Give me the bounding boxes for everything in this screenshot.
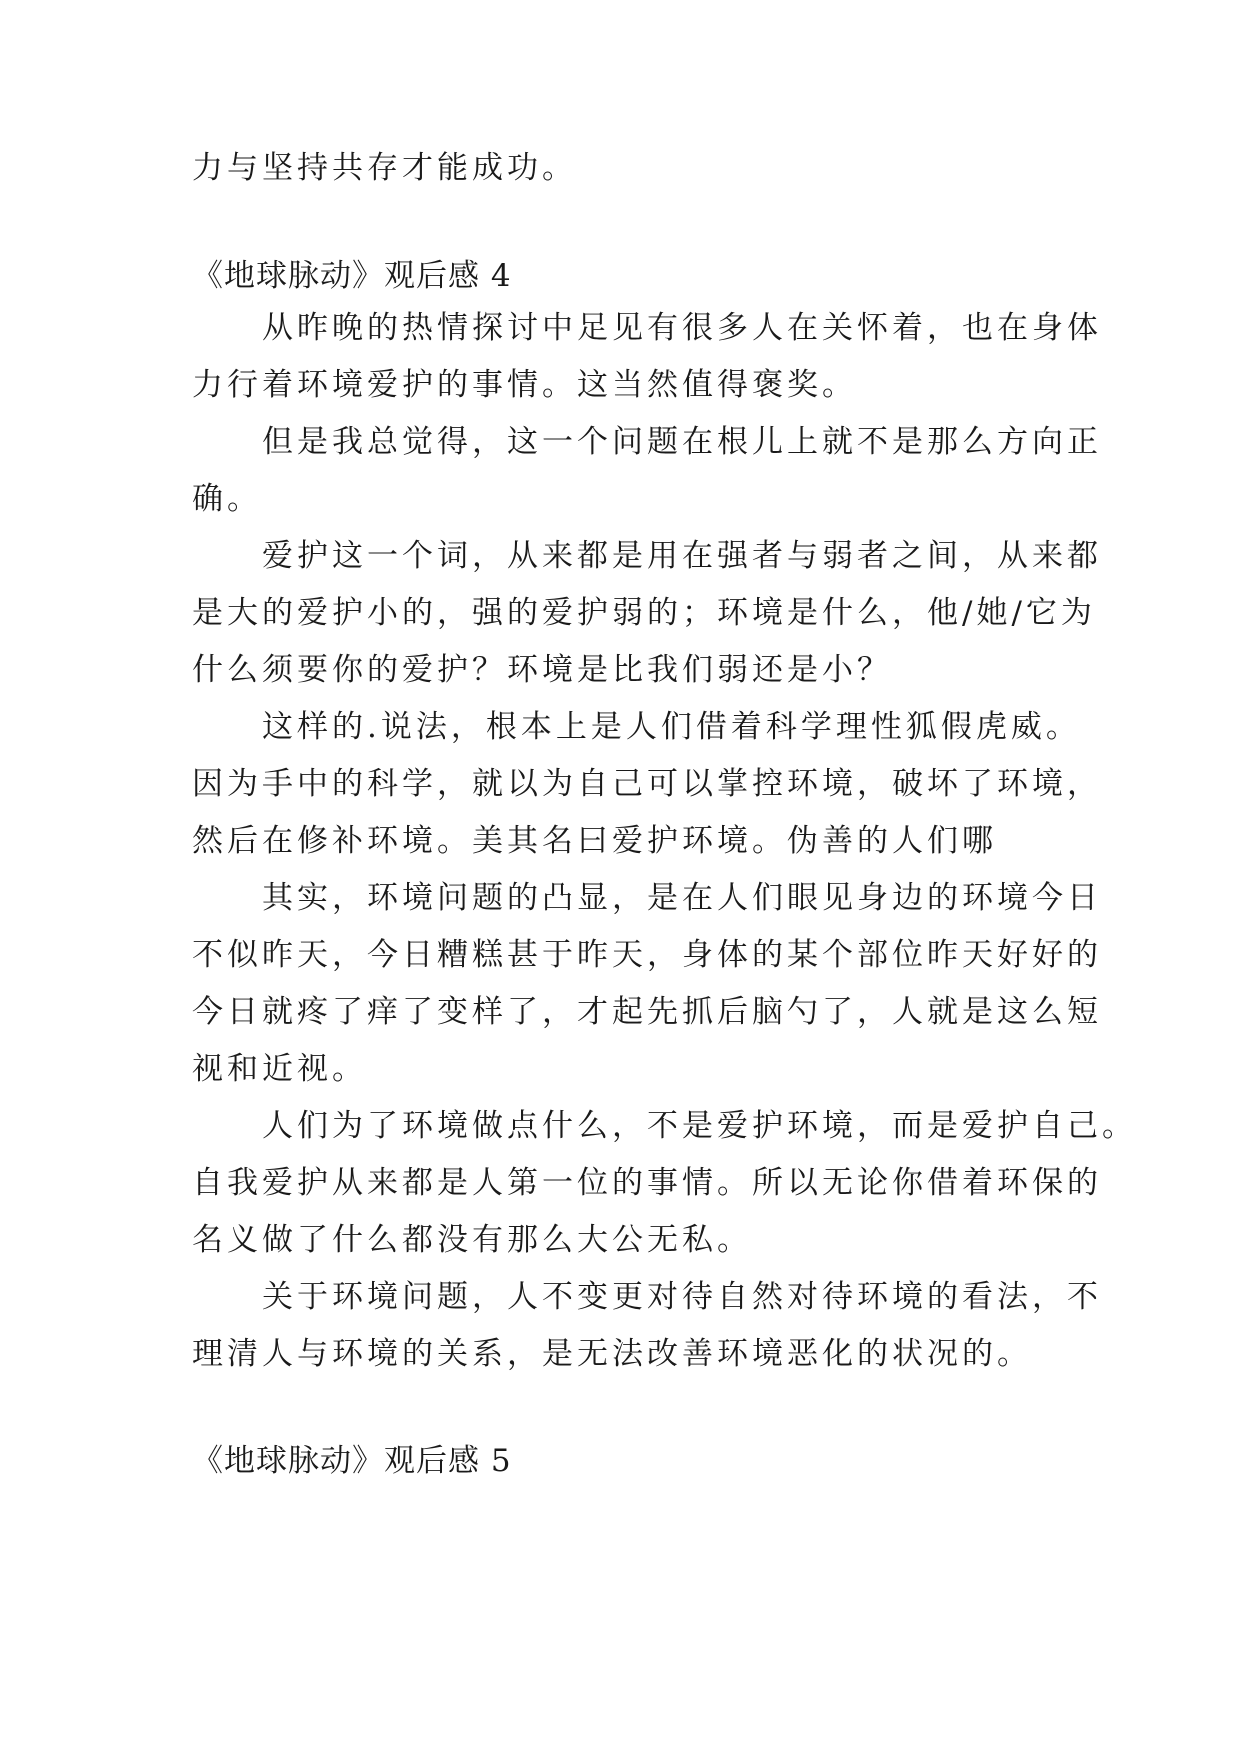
paragraph-line: 什么须要你的爱护？环境是比我们弱还是小？ xyxy=(192,652,892,688)
paragraph-line: 其实，环境问题的凸显，是在人们眼见身边的环境今日 xyxy=(192,880,1102,916)
paragraph-line: 今日就疼了痒了变样了，才起先抓后脑勺了，人就是这么短 xyxy=(192,994,1102,1030)
paragraph-line: 爱护这一个词，从来都是用在强者与弱者之间，从来都 xyxy=(192,538,1102,574)
paragraph-line: 名义做了什么都没有那么大公无私。 xyxy=(192,1222,752,1258)
paragraph-line: 视和近视。 xyxy=(192,1051,367,1087)
paragraph-line: 确。 xyxy=(192,481,262,517)
section-heading: 《地球脉动》观后感 4 xyxy=(192,258,512,294)
paragraph-line: 因为手中的科学，就以为自己可以掌控环境，破坏了环境， xyxy=(192,766,1102,802)
continuation-line: 力与坚持共存才能成功。 xyxy=(192,150,577,186)
paragraph-line: 但是我总觉得，这一个问题在根儿上就不是那么方向正 xyxy=(192,424,1102,460)
paragraph-line: 这样的.说法，根本上是人们借着科学理性狐假虎威。 xyxy=(192,709,1081,745)
paragraph-line: 关于环境问题，人不变更对待自然对待环境的看法，不 xyxy=(192,1279,1102,1315)
paragraph-line: 是大的爱护小的，强的爱护弱的；环境是什么，他/她/它为 xyxy=(192,595,1096,631)
paragraph-line: 自我爱护从来都是人第一位的事情。所以无论你借着环保的 xyxy=(192,1165,1102,1201)
paragraph-line: 理清人与环境的关系，是无法改善环境恶化的状况的。 xyxy=(192,1336,1032,1372)
paragraph-line: 力行着环境爱护的事情。这当然值得褒奖。 xyxy=(192,367,857,403)
paragraph-line: 不似昨天，今日糟糕甚于昨天，身体的某个部位昨天好好的 xyxy=(192,937,1102,973)
paragraph-line: 然后在修补环境。美其名曰爱护环境。伪善的人们哪 xyxy=(192,823,997,859)
paragraph-line: 人们为了环境做点什么，不是爱护环境，而是爱护自己。 xyxy=(192,1108,1137,1144)
paragraph-line: 从昨晚的热情探讨中足见有很多人在关怀着，也在身体 xyxy=(192,310,1102,346)
section-heading: 《地球脉动》观后感 5 xyxy=(192,1443,512,1479)
